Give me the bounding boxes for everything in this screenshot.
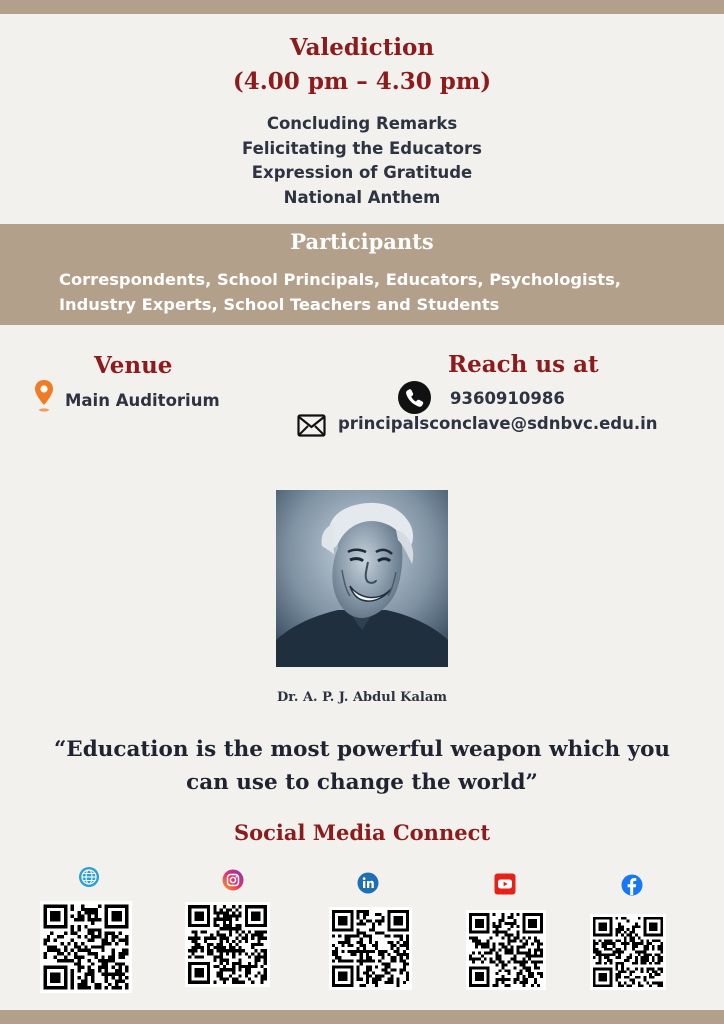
reach-us-title: Reach us at [448, 351, 599, 378]
youtube-icon[interactable] [494, 873, 516, 895]
valediction-agenda [0, 112, 724, 210]
instagram-icon[interactable] [222, 869, 244, 891]
participants-line: Industry Experts, School Teachers and Students [59, 294, 500, 314]
portrait-caption: Dr. A. P. J. Abdul Kalam [276, 690, 447, 705]
participants-list [59, 268, 689, 317]
email-address[interactable]: principalsconclave@sdnbvc.edu.in [338, 414, 658, 433]
agenda-item: Expression of Gratitude [251, 163, 473, 182]
bottom-band [0, 1010, 724, 1024]
qr-code-website[interactable] [40, 901, 132, 993]
facebook-icon[interactable] [621, 874, 643, 896]
globe-icon[interactable] [78, 866, 100, 888]
phone-number[interactable]: 9360910986 [450, 389, 565, 408]
participants-title: Participants [290, 229, 434, 254]
portrait-photo [276, 490, 448, 667]
qr-code-youtube[interactable] [466, 910, 546, 990]
map-pin-icon [34, 379, 54, 413]
linkedin-icon[interactable] [357, 872, 379, 894]
quote-line: “Education is the most powerful weapon which you [53, 737, 671, 762]
qr-code-linkedin[interactable] [329, 907, 412, 990]
agenda-item: National Anthem [283, 187, 441, 207]
participants-line: Correspondents, School Principals, Educators, Psychologists, [59, 270, 621, 289]
top-band [0, 0, 724, 14]
qr-code-facebook[interactable] [590, 914, 666, 990]
agenda-item: Felicitating the Educators [242, 138, 482, 158]
venue-title: Venue [94, 352, 173, 379]
mail-icon [297, 414, 326, 437]
valediction-title: Valediction [289, 34, 435, 61]
qr-code-instagram[interactable] [185, 902, 270, 987]
phone-icon [398, 381, 431, 414]
quote [20, 733, 704, 799]
valediction-time: (4.00 pm – 4.30 pm) [232, 68, 492, 95]
quote-line: can use to change the world” [186, 770, 538, 795]
social-media-title: Social Media Connect [233, 820, 491, 845]
venue-name: Main Auditorium [65, 391, 220, 410]
agenda-item: Concluding Remarks [266, 114, 458, 133]
